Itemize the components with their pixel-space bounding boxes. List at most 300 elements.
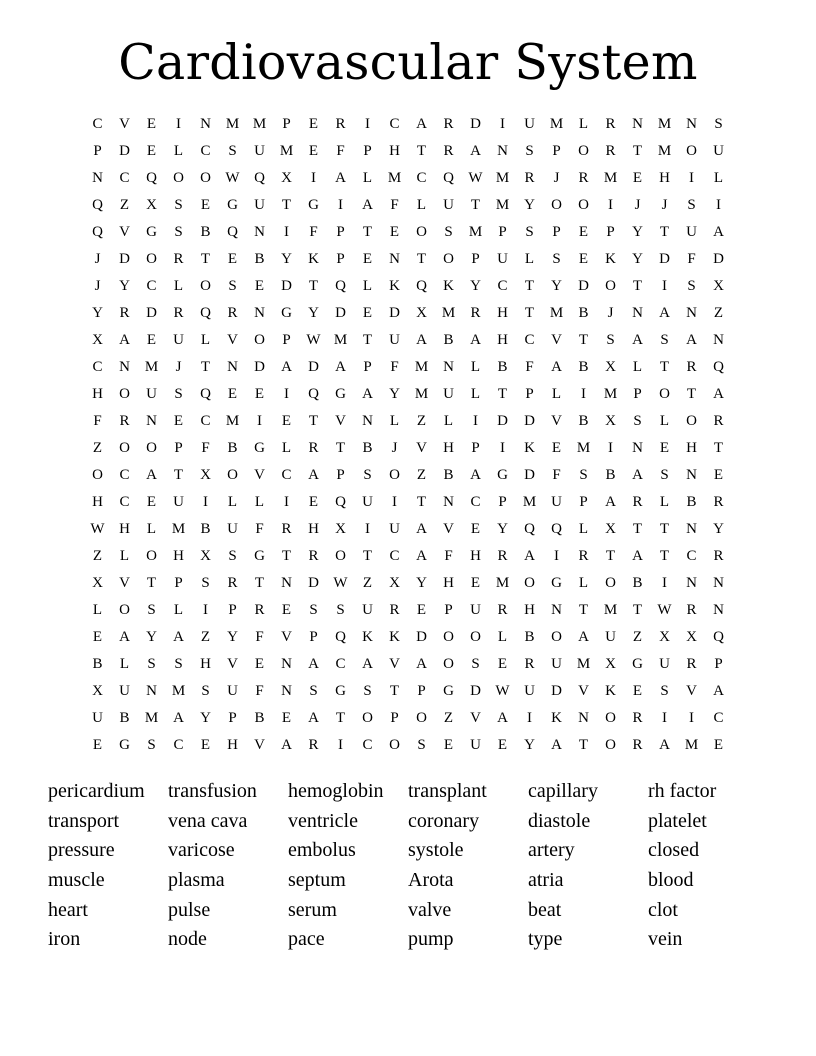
grid-cell[interactable]: R xyxy=(686,602,697,618)
grid-cell[interactable]: B xyxy=(497,359,508,375)
grid-cell[interactable]: I xyxy=(689,170,694,186)
grid-cell[interactable]: L xyxy=(173,602,184,618)
grid-cell[interactable]: C xyxy=(470,494,481,510)
grid-cell[interactable]: L xyxy=(92,602,103,618)
grid-cell[interactable]: E xyxy=(578,251,589,267)
grid-cell[interactable]: U xyxy=(389,332,400,348)
grid-cell[interactable]: O xyxy=(416,224,427,240)
grid-cell[interactable]: S xyxy=(471,656,480,672)
grid-cell[interactable]: U xyxy=(713,143,724,159)
grid-cell[interactable]: H xyxy=(200,656,211,672)
grid-cell[interactable]: C xyxy=(200,413,211,429)
grid-cell[interactable]: I xyxy=(284,386,289,402)
grid-cell[interactable]: A xyxy=(713,224,724,240)
grid-cell[interactable]: E xyxy=(254,656,265,672)
grid-cell[interactable]: U xyxy=(362,494,373,510)
grid-cell[interactable]: L xyxy=(362,170,373,186)
grid-cell[interactable]: N xyxy=(389,251,400,267)
grid-cell[interactable]: L xyxy=(578,521,589,537)
grid-cell[interactable]: V xyxy=(443,521,454,537)
grid-cell[interactable]: E xyxy=(632,683,643,699)
grid-cell[interactable]: D xyxy=(389,305,400,321)
grid-cell[interactable]: V xyxy=(389,656,400,672)
grid-cell[interactable]: V xyxy=(686,683,697,699)
grid-cell[interactable]: Q xyxy=(308,386,319,402)
grid-cell[interactable]: U xyxy=(605,629,616,645)
grid-cell[interactable]: L xyxy=(443,413,454,429)
grid-cell[interactable]: S xyxy=(309,683,318,699)
grid-cell[interactable]: V xyxy=(119,575,130,591)
grid-cell[interactable]: F xyxy=(255,683,264,699)
grid-cell[interactable]: M xyxy=(603,386,618,402)
grid-cell[interactable]: P xyxy=(633,386,642,402)
grid-cell[interactable]: X xyxy=(146,197,157,213)
grid-cell[interactable]: K xyxy=(605,683,616,699)
grid-cell[interactable]: E xyxy=(416,602,427,618)
grid-cell[interactable]: J xyxy=(175,359,182,375)
grid-cell[interactable]: X xyxy=(200,548,211,564)
grid-cell[interactable]: C xyxy=(119,170,130,186)
grid-cell[interactable]: T xyxy=(497,386,508,402)
grid-cell[interactable]: K xyxy=(389,278,400,294)
grid-cell[interactable]: S xyxy=(147,737,156,753)
grid-cell[interactable]: L xyxy=(416,197,427,213)
grid-cell[interactable]: A xyxy=(362,656,373,672)
grid-cell[interactable]: R xyxy=(713,494,724,510)
grid-cell[interactable]: P xyxy=(363,143,372,159)
grid-cell[interactable]: X xyxy=(335,521,346,537)
grid-cell[interactable]: E xyxy=(92,629,103,645)
grid-cell[interactable]: T xyxy=(200,359,211,375)
grid-cell[interactable]: B xyxy=(578,413,589,429)
grid-cell[interactable]: I xyxy=(284,494,289,510)
grid-cell[interactable]: M xyxy=(144,710,159,726)
grid-cell[interactable]: O xyxy=(119,386,130,402)
grid-cell[interactable]: Q xyxy=(524,521,535,537)
grid-cell[interactable]: R xyxy=(578,548,589,564)
grid-cell[interactable]: Z xyxy=(119,197,130,213)
grid-cell[interactable]: E xyxy=(146,494,157,510)
grid-cell[interactable]: M xyxy=(252,116,267,132)
grid-cell[interactable]: V xyxy=(335,413,346,429)
grid-cell[interactable]: G xyxy=(632,656,643,672)
grid-cell[interactable]: N xyxy=(578,710,589,726)
grid-cell[interactable]: U xyxy=(227,683,238,699)
grid-cell[interactable]: A xyxy=(632,548,643,564)
grid-cell[interactable]: R xyxy=(254,602,265,618)
grid-cell[interactable]: E xyxy=(470,575,481,591)
grid-cell[interactable]: M xyxy=(171,683,186,699)
grid-cell[interactable]: S xyxy=(174,224,183,240)
grid-cell[interactable]: C xyxy=(686,548,697,564)
grid-cell[interactable]: P xyxy=(174,440,183,456)
grid-cell[interactable]: D xyxy=(416,629,427,645)
grid-cell[interactable]: M xyxy=(279,143,294,159)
grid-cell[interactable]: I xyxy=(662,710,667,726)
grid-cell[interactable]: X xyxy=(200,467,211,483)
grid-cell[interactable]: O xyxy=(200,170,211,186)
grid-cell[interactable]: T xyxy=(281,197,292,213)
grid-cell[interactable]: C xyxy=(200,143,211,159)
grid-cell[interactable]: O xyxy=(443,629,454,645)
grid-cell[interactable]: F xyxy=(444,548,453,564)
grid-cell[interactable]: V xyxy=(416,440,427,456)
grid-cell[interactable]: N xyxy=(632,116,643,132)
grid-cell[interactable]: D xyxy=(281,278,292,294)
grid-cell[interactable]: L xyxy=(389,413,400,429)
grid-cell[interactable]: I xyxy=(608,197,613,213)
grid-cell[interactable]: C xyxy=(281,467,292,483)
grid-cell[interactable]: R xyxy=(335,116,346,132)
grid-cell[interactable]: S xyxy=(525,143,534,159)
grid-cell[interactable]: R xyxy=(119,305,130,321)
grid-cell[interactable]: A xyxy=(416,116,427,132)
grid-cell[interactable]: L xyxy=(254,494,265,510)
grid-cell[interactable]: G xyxy=(497,467,508,483)
grid-cell[interactable]: G xyxy=(281,305,292,321)
grid-cell[interactable]: B xyxy=(119,710,130,726)
grid-cell[interactable]: P xyxy=(93,143,102,159)
grid-cell[interactable]: G xyxy=(551,575,562,591)
grid-cell[interactable]: E xyxy=(713,737,724,753)
grid-cell[interactable]: N xyxy=(713,575,724,591)
grid-cell[interactable]: T xyxy=(200,251,211,267)
grid-cell[interactable]: O xyxy=(227,467,238,483)
grid-cell[interactable]: Q xyxy=(713,629,724,645)
grid-cell[interactable]: H xyxy=(443,575,454,591)
grid-cell[interactable]: R xyxy=(173,251,184,267)
grid-cell[interactable]: P xyxy=(444,602,453,618)
grid-cell[interactable]: M xyxy=(576,440,591,456)
grid-cell[interactable]: Z xyxy=(632,629,643,645)
grid-cell[interactable]: S xyxy=(228,548,237,564)
grid-cell[interactable]: A xyxy=(308,656,319,672)
grid-cell[interactable]: E xyxy=(389,224,400,240)
grid-cell[interactable]: E xyxy=(632,170,643,186)
grid-cell[interactable]: L xyxy=(578,575,589,591)
grid-cell[interactable]: B xyxy=(92,656,103,672)
grid-cell[interactable]: P xyxy=(282,116,291,132)
grid-cell[interactable]: T xyxy=(524,278,535,294)
grid-cell[interactable]: T xyxy=(416,494,427,510)
grid-cell[interactable]: T xyxy=(659,521,670,537)
grid-cell[interactable]: O xyxy=(578,143,589,159)
grid-cell[interactable]: D xyxy=(470,116,481,132)
grid-cell[interactable]: E xyxy=(308,494,319,510)
grid-cell[interactable]: X xyxy=(92,332,103,348)
grid-cell[interactable]: I xyxy=(365,116,370,132)
grid-cell[interactable]: N xyxy=(281,575,292,591)
grid-cell[interactable]: U xyxy=(443,386,454,402)
grid-cell[interactable]: U xyxy=(92,710,103,726)
grid-cell[interactable]: S xyxy=(714,116,723,132)
grid-cell[interactable]: R xyxy=(713,548,724,564)
grid-cell[interactable]: E xyxy=(254,278,265,294)
grid-cell[interactable]: W xyxy=(495,683,510,699)
grid-cell[interactable]: K xyxy=(308,251,319,267)
grid-cell[interactable]: A xyxy=(416,548,427,564)
grid-cell[interactable]: E xyxy=(470,521,481,537)
grid-cell[interactable]: I xyxy=(554,548,559,564)
grid-cell[interactable]: B xyxy=(254,710,265,726)
grid-cell[interactable]: R xyxy=(281,521,292,537)
grid-cell[interactable]: C xyxy=(173,737,184,753)
grid-cell[interactable]: V xyxy=(470,710,481,726)
grid-cell[interactable]: R xyxy=(578,170,589,186)
grid-cell[interactable]: W xyxy=(333,575,348,591)
grid-cell[interactable]: T xyxy=(578,332,589,348)
grid-cell[interactable]: M xyxy=(603,170,618,186)
grid-cell[interactable]: R xyxy=(686,359,697,375)
grid-cell[interactable]: A xyxy=(119,332,130,348)
grid-cell[interactable]: P xyxy=(498,224,507,240)
grid-cell[interactable]: N xyxy=(686,305,697,321)
grid-cell[interactable]: A xyxy=(605,494,616,510)
grid-cell[interactable]: T xyxy=(281,548,292,564)
grid-cell[interactable]: V xyxy=(227,656,238,672)
grid-cell[interactable]: R xyxy=(308,737,319,753)
grid-cell[interactable]: D xyxy=(524,467,535,483)
grid-cell[interactable]: R xyxy=(524,656,535,672)
grid-cell[interactable]: O xyxy=(605,575,616,591)
grid-cell[interactable]: E xyxy=(497,737,508,753)
grid-cell[interactable]: J xyxy=(391,440,398,456)
grid-cell[interactable]: P xyxy=(336,467,345,483)
grid-cell[interactable]: E xyxy=(200,197,211,213)
grid-cell[interactable]: F xyxy=(309,224,318,240)
grid-cell[interactable]: R xyxy=(524,170,535,186)
grid-cell[interactable]: G xyxy=(308,197,319,213)
grid-cell[interactable]: N xyxy=(281,656,292,672)
grid-cell[interactable]: L xyxy=(146,521,157,537)
grid-cell[interactable]: R xyxy=(497,548,508,564)
grid-cell[interactable]: I xyxy=(338,197,343,213)
grid-cell[interactable]: T xyxy=(659,548,670,564)
grid-cell[interactable]: T xyxy=(578,602,589,618)
grid-cell[interactable]: P xyxy=(471,440,480,456)
grid-cell[interactable]: S xyxy=(228,278,237,294)
grid-cell[interactable]: D xyxy=(119,143,130,159)
grid-cell[interactable]: S xyxy=(444,224,453,240)
grid-cell[interactable]: C xyxy=(389,548,400,564)
grid-cell[interactable]: U xyxy=(686,224,697,240)
grid-cell[interactable]: U xyxy=(443,197,454,213)
grid-cell[interactable]: Y xyxy=(551,278,562,294)
grid-cell[interactable]: L xyxy=(524,251,535,267)
grid-cell[interactable]: A xyxy=(281,359,292,375)
grid-cell[interactable]: U xyxy=(524,116,535,132)
grid-cell[interactable]: D xyxy=(119,251,130,267)
grid-cell[interactable]: U xyxy=(470,737,481,753)
grid-cell[interactable]: B xyxy=(686,494,697,510)
grid-cell[interactable]: F xyxy=(390,359,399,375)
grid-cell[interactable]: R xyxy=(443,116,454,132)
grid-cell[interactable]: C xyxy=(335,656,346,672)
grid-cell[interactable]: A xyxy=(632,332,643,348)
grid-cell[interactable]: V xyxy=(254,737,265,753)
grid-cell[interactable]: I xyxy=(500,116,505,132)
grid-cell[interactable]: H xyxy=(470,548,481,564)
grid-cell[interactable]: N xyxy=(146,683,157,699)
grid-cell[interactable]: S xyxy=(228,143,237,159)
grid-cell[interactable]: E xyxy=(92,737,103,753)
grid-cell[interactable]: C xyxy=(119,467,130,483)
grid-cell[interactable]: Y xyxy=(470,278,481,294)
grid-cell[interactable]: E xyxy=(146,116,157,132)
grid-cell[interactable]: V xyxy=(551,413,562,429)
grid-cell[interactable]: V xyxy=(281,629,292,645)
grid-cell[interactable]: A xyxy=(551,737,562,753)
grid-cell[interactable]: R xyxy=(632,737,643,753)
grid-cell[interactable]: M xyxy=(468,224,483,240)
grid-cell[interactable]: A xyxy=(470,332,481,348)
grid-cell[interactable]: T xyxy=(632,278,643,294)
grid-cell[interactable]: U xyxy=(146,386,157,402)
grid-cell[interactable]: T xyxy=(632,521,643,537)
grid-cell[interactable]: T xyxy=(578,737,589,753)
grid-cell[interactable]: R xyxy=(308,440,319,456)
grid-cell[interactable]: I xyxy=(203,494,208,510)
grid-cell[interactable]: Q xyxy=(551,521,562,537)
grid-cell[interactable]: Q xyxy=(200,386,211,402)
grid-cell[interactable]: P xyxy=(390,710,399,726)
grid-cell[interactable]: G xyxy=(254,440,265,456)
grid-cell[interactable]: I xyxy=(257,413,262,429)
grid-cell[interactable]: U xyxy=(119,683,130,699)
grid-cell[interactable]: W xyxy=(225,170,240,186)
grid-cell[interactable]: B xyxy=(200,224,211,240)
grid-cell[interactable]: D xyxy=(524,413,535,429)
grid-cell[interactable]: U xyxy=(173,332,184,348)
grid-cell[interactable]: H xyxy=(686,440,697,456)
grid-cell[interactable]: U xyxy=(470,602,481,618)
grid-cell[interactable]: T xyxy=(362,548,373,564)
grid-cell[interactable]: Y xyxy=(308,305,319,321)
grid-cell[interactable]: K xyxy=(443,278,454,294)
grid-cell[interactable]: A xyxy=(686,332,697,348)
grid-cell[interactable]: Y xyxy=(146,629,157,645)
grid-cell[interactable]: M xyxy=(657,116,672,132)
grid-cell[interactable]: N xyxy=(362,413,373,429)
grid-cell[interactable]: B xyxy=(254,251,265,267)
grid-cell[interactable]: O xyxy=(551,197,562,213)
grid-cell[interactable]: A xyxy=(659,305,670,321)
grid-cell[interactable]: A xyxy=(308,710,319,726)
grid-cell[interactable]: Z xyxy=(362,575,373,591)
grid-cell[interactable]: O xyxy=(119,602,130,618)
grid-cell[interactable]: R xyxy=(632,710,643,726)
grid-cell[interactable]: P xyxy=(282,332,291,348)
grid-cell[interactable]: P xyxy=(363,359,372,375)
grid-cell[interactable]: I xyxy=(203,602,208,618)
grid-cell[interactable]: T xyxy=(362,332,373,348)
grid-cell[interactable]: T xyxy=(686,386,697,402)
grid-cell[interactable]: B xyxy=(632,575,643,591)
grid-cell[interactable]: X xyxy=(605,521,616,537)
grid-cell[interactable]: O xyxy=(389,737,400,753)
grid-cell[interactable]: Q xyxy=(713,359,724,375)
grid-cell[interactable]: O xyxy=(335,548,346,564)
grid-cell[interactable]: A xyxy=(173,710,184,726)
grid-cell[interactable]: L xyxy=(659,413,670,429)
grid-cell[interactable]: X xyxy=(92,683,103,699)
grid-cell[interactable]: N xyxy=(632,440,643,456)
grid-cell[interactable]: F xyxy=(687,251,696,267)
grid-cell[interactable]: O xyxy=(200,278,211,294)
grid-cell[interactable]: I xyxy=(662,278,667,294)
grid-cell[interactable]: P xyxy=(174,575,183,591)
grid-cell[interactable]: L xyxy=(497,629,508,645)
grid-cell[interactable]: L xyxy=(659,494,670,510)
grid-cell[interactable]: C xyxy=(713,710,724,726)
grid-cell[interactable]: X xyxy=(605,656,616,672)
grid-cell[interactable]: X xyxy=(605,413,616,429)
grid-cell[interactable]: H xyxy=(308,521,319,537)
grid-cell[interactable]: L xyxy=(578,116,589,132)
grid-cell[interactable]: S xyxy=(174,656,183,672)
grid-cell[interactable]: Z xyxy=(713,305,724,321)
grid-cell[interactable]: P xyxy=(471,251,480,267)
grid-cell[interactable]: N xyxy=(227,359,238,375)
grid-cell[interactable]: X xyxy=(686,629,697,645)
grid-cell[interactable]: O xyxy=(551,629,562,645)
grid-cell[interactable]: N xyxy=(497,143,508,159)
grid-cell[interactable]: U xyxy=(254,143,265,159)
grid-cell[interactable]: I xyxy=(338,737,343,753)
grid-cell[interactable]: P xyxy=(309,629,318,645)
grid-cell[interactable]: J xyxy=(94,251,101,267)
grid-cell[interactable]: B xyxy=(227,440,238,456)
grid-cell[interactable]: X xyxy=(92,575,103,591)
grid-cell[interactable]: E xyxy=(227,386,238,402)
grid-cell[interactable]: T xyxy=(146,575,157,591)
grid-cell[interactable]: E xyxy=(443,737,454,753)
grid-cell[interactable]: A xyxy=(335,170,346,186)
grid-cell[interactable]: T xyxy=(470,197,481,213)
grid-cell[interactable]: M xyxy=(684,737,699,753)
grid-cell[interactable]: R xyxy=(389,602,400,618)
grid-cell[interactable]: K xyxy=(524,440,535,456)
grid-cell[interactable]: V xyxy=(227,332,238,348)
grid-cell[interactable]: R xyxy=(605,116,616,132)
grid-cell[interactable]: E xyxy=(578,224,589,240)
grid-cell[interactable]: T xyxy=(173,467,184,483)
grid-cell[interactable]: L xyxy=(713,170,724,186)
grid-cell[interactable]: J xyxy=(94,278,101,294)
grid-cell[interactable]: L xyxy=(281,440,292,456)
grid-cell[interactable]: Q xyxy=(200,305,211,321)
grid-cell[interactable]: M xyxy=(576,656,591,672)
grid-cell[interactable]: E xyxy=(146,332,157,348)
grid-cell[interactable]: F xyxy=(255,521,264,537)
grid-cell[interactable]: W xyxy=(90,521,105,537)
grid-cell[interactable]: R xyxy=(686,656,697,672)
grid-cell[interactable]: T xyxy=(416,143,427,159)
grid-cell[interactable]: O xyxy=(416,710,427,726)
grid-cell[interactable]: C xyxy=(497,278,508,294)
grid-cell[interactable]: K xyxy=(551,710,562,726)
grid-cell[interactable]: O xyxy=(443,656,454,672)
grid-cell[interactable]: S xyxy=(201,683,210,699)
grid-cell[interactable]: T xyxy=(659,224,670,240)
grid-cell[interactable]: M xyxy=(225,413,240,429)
grid-cell[interactable]: W xyxy=(468,170,483,186)
grid-cell[interactable]: M xyxy=(522,494,537,510)
grid-cell[interactable]: S xyxy=(417,737,426,753)
grid-cell[interactable]: Q xyxy=(335,494,346,510)
grid-cell[interactable]: F xyxy=(201,440,210,456)
grid-cell[interactable]: S xyxy=(552,251,561,267)
